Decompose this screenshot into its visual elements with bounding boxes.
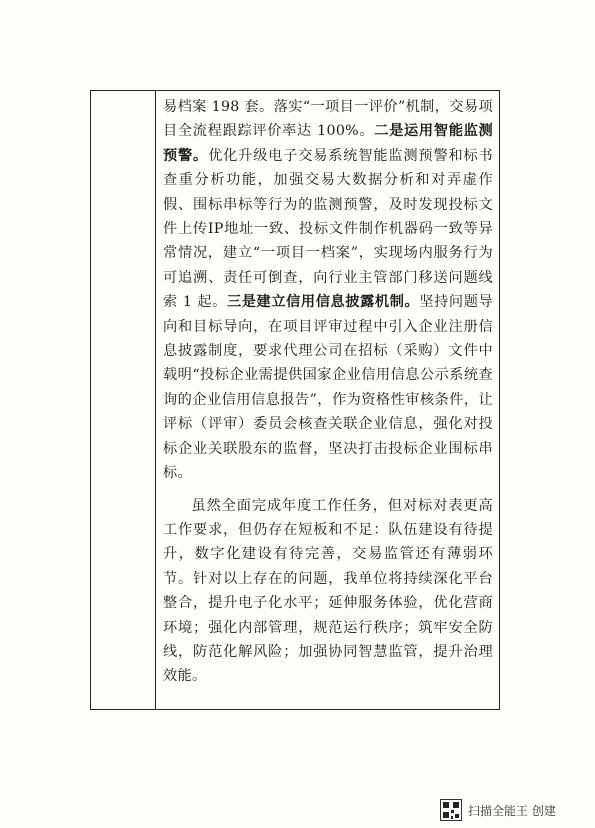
text-line: 易档案 198 套。落实“一项目一评价”机制，交易项 xyxy=(163,99,493,115)
text-line: 坚持问题导向和目标导向，在项目评审过程中引入企业注册信息披露制度，要求代理公司在招标（采购）文件中载明“投标企业需提供国家企业信用信息公示系统查询的企业信用信息报告”，作为资格性审核条件，让评标（评审）委员会核查关联企业信息，强化对投标企业关联股东的监督，坚决打击投标企业围标串标。 xyxy=(163,294,493,482)
text-line: 目全流程跟踪评价率达 100%。 xyxy=(163,123,375,140)
table-content xyxy=(163,95,493,689)
paragraph-1 xyxy=(163,95,493,486)
heading-inline-2: 二是运用智能监测预警。 xyxy=(163,123,494,164)
qr-code-icon xyxy=(440,799,462,821)
paragraph-2: 虽然全面完成年度工作任务，但对标对表更高工作要求，但仍存在短板和不足：队伍建设有待提升，数字化建设有待完善，交易监管还有薄弱环节。针对以上存在的问题，我单位将持续深化平台整合，提升电子化水平；延伸服务体验，优化营商环境；强化内部管理，规范运行秩序；筑牢安全防线，防范化解风险；加强协同智慧监管，提升治理效能。 xyxy=(163,497,493,685)
column-divider xyxy=(155,90,156,710)
text-line: 优化升级电子交易系统智能监测预警和标书查重分析功能，加强交易大数据分析和对弄虚作假、围标串标等行为的监测预警，及时发现投标文件上传IP地址一致、投标文件制作机器码一致等异常情况，建立“一项目一档案”，实现场内服务行为可追溯、责任可倒查，向行业主管部门移送问题线索 1 起。 xyxy=(163,147,493,311)
watermark-text: 扫描全能王 创建 xyxy=(468,803,556,818)
scanner-watermark xyxy=(440,798,556,822)
heading-inline-3: 三是建立信用信息披露机制。 xyxy=(226,294,420,311)
